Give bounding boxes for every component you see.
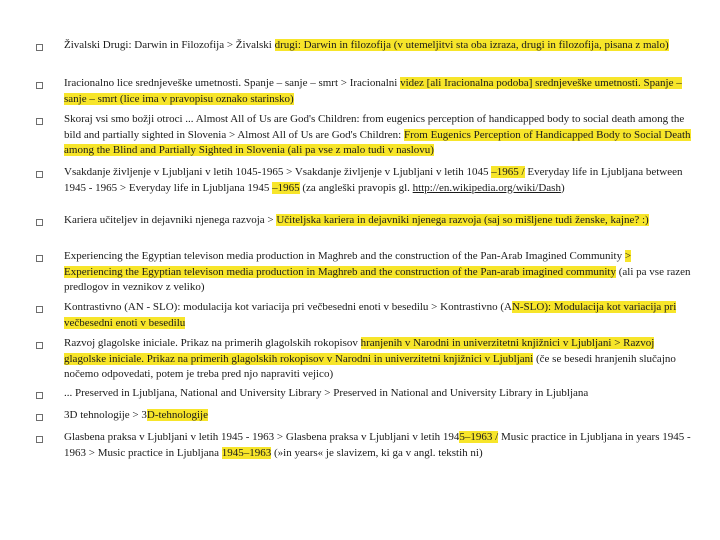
text-plain: Živalski Drugi: Darwin in Filozofija > Živalski (64, 39, 275, 51)
text-highlight: > Experiencing the Egyptian televison media production in Maghreb and the construction of the Pan-arab imagined community (64, 250, 632, 278)
square-bullet-icon (36, 392, 43, 399)
item-text (64, 38, 692, 54)
text-plain: Skoraj vsi smo božji otroci ... Almost All of Us are God's Children: from eugenics perception of handicapped body to social death among the bild and partially sighted in Slovenia > Almost All of Us are God's Children: (64, 113, 685, 141)
square-bullet-icon (36, 436, 43, 443)
item-text (64, 112, 692, 159)
square-bullet-icon (36, 118, 43, 125)
wikipedia-dash-link[interactable]: http://en.wikipedia.org/wiki/Dash (412, 181, 561, 194)
square-bullet-icon (36, 414, 43, 421)
square-bullet-icon (36, 255, 43, 262)
square-bullet-icon (36, 82, 43, 89)
text-plain: Vsakdanje življenje v Ljubljani v letih 1045-1965 > Vsakdanje življenje v Ljubljani v letih 1045 (64, 166, 492, 178)
item-text (64, 430, 692, 461)
text-plain: (ali pa vse razen predlogov in veznikov z veliko) (64, 265, 691, 293)
text-highlight: 5–1963 / (459, 431, 499, 443)
item-text (64, 408, 692, 424)
text-plain: Razvoj glagolske iniciale. Prikaz na primerih glagolskih rokopisov (64, 337, 361, 349)
text-highlight: –1965 (272, 181, 300, 194)
item-text (64, 336, 692, 383)
text-highlight: 1945–1963 (221, 446, 272, 459)
text-plain: 3D tehnologije > 3 (64, 409, 147, 421)
text-highlight: From Eugenics Perception of Handicapped Body to Social Death among the Blind and Partially Sighted in Slovenia (ali pa vse z malo tudi v naslovu) (64, 128, 691, 156)
item-text (64, 76, 692, 107)
text-plain: Everyday life in Ljubljana between 1945 - 1965 > Everyday life in Ljubljana 1945 (64, 166, 683, 194)
item-text (64, 300, 692, 331)
square-bullet-icon (36, 306, 43, 313)
text-plain: Experiencing the Egyptian televison media production in Maghreb and the construction of the Pan-Arab Imagined Community (64, 250, 625, 262)
text-highlight: hranjenih v Narodni in univerzitetni knjižnici v Ljubljani > Razvoj glagolske iniciale. Prikaz na primerih glagolskih rokopisov v Narodni in univerzitetni knjižnici v Ljubljani (64, 337, 655, 365)
item-text (64, 213, 692, 229)
square-bullet-icon (36, 219, 43, 226)
item-text (64, 249, 692, 296)
text-plain: Kariera učiteljev in dejavniki njenega razvoja > (64, 214, 277, 226)
text-plain: Music practice in Ljubljana in years 1945 - 1963 > Music practice in Ljubljana (64, 431, 691, 459)
text-highlight: N-SLO): Modulacija kot variacija pri večbesedni enoti v besedilu (64, 301, 677, 329)
square-bullet-icon (36, 342, 43, 349)
text-plain: Glasbena praksa v Ljubljani v letih 1945 - 1963 > Glasbena praksa v Ljubljani v letih 194 (64, 431, 460, 443)
item-text (64, 165, 692, 196)
square-bullet-icon (36, 44, 43, 51)
text-plain: (če se besedi hranjenih slučajno nočemo odpovedati, potem je treba pred njo napraviti vejico) (64, 352, 676, 380)
text-highlight: drugi: Darwin in filozofija (v utemeljitvi sta oba izraza, drugi in filozofija, pisana z malo) (274, 39, 669, 51)
item-text (64, 386, 692, 402)
text-highlight: Učiteljska kariera in dejavniki njenega razvoja (saj so mišljene tudi ženske, kajne? :) (276, 214, 649, 226)
text-plain: ... Preserved in Ljubljana, National and University Library > Preserved in National and University Library in Ljubljana (64, 387, 589, 399)
text-highlight: videz [ali Iracionalna podoba] srednjeveške umetnosti. Spanje – sanje – smrt (lice ima v pravopisu oznako starinsko) (64, 77, 682, 105)
square-bullet-icon (36, 171, 43, 178)
text-plain: (»in years« je slavizem, ki ga v angl. tekstih ni) (271, 446, 483, 459)
text-plain: Iracionalno lice srednjeveške umetnosti. Spanje – sanje – smrt > Iracionalni (64, 77, 401, 89)
text-plain: (za angleški pravopis gl. (299, 181, 413, 194)
text-highlight: –1965 / (491, 166, 525, 178)
text-plain: ) (560, 181, 565, 194)
text-plain: Kontrastivno (AN - SLO): modulacija kot variacija pri večbesedni enoti v besedilu > Kontrastivno (A (64, 301, 512, 313)
text-highlight: D-tehnologije (146, 409, 208, 421)
